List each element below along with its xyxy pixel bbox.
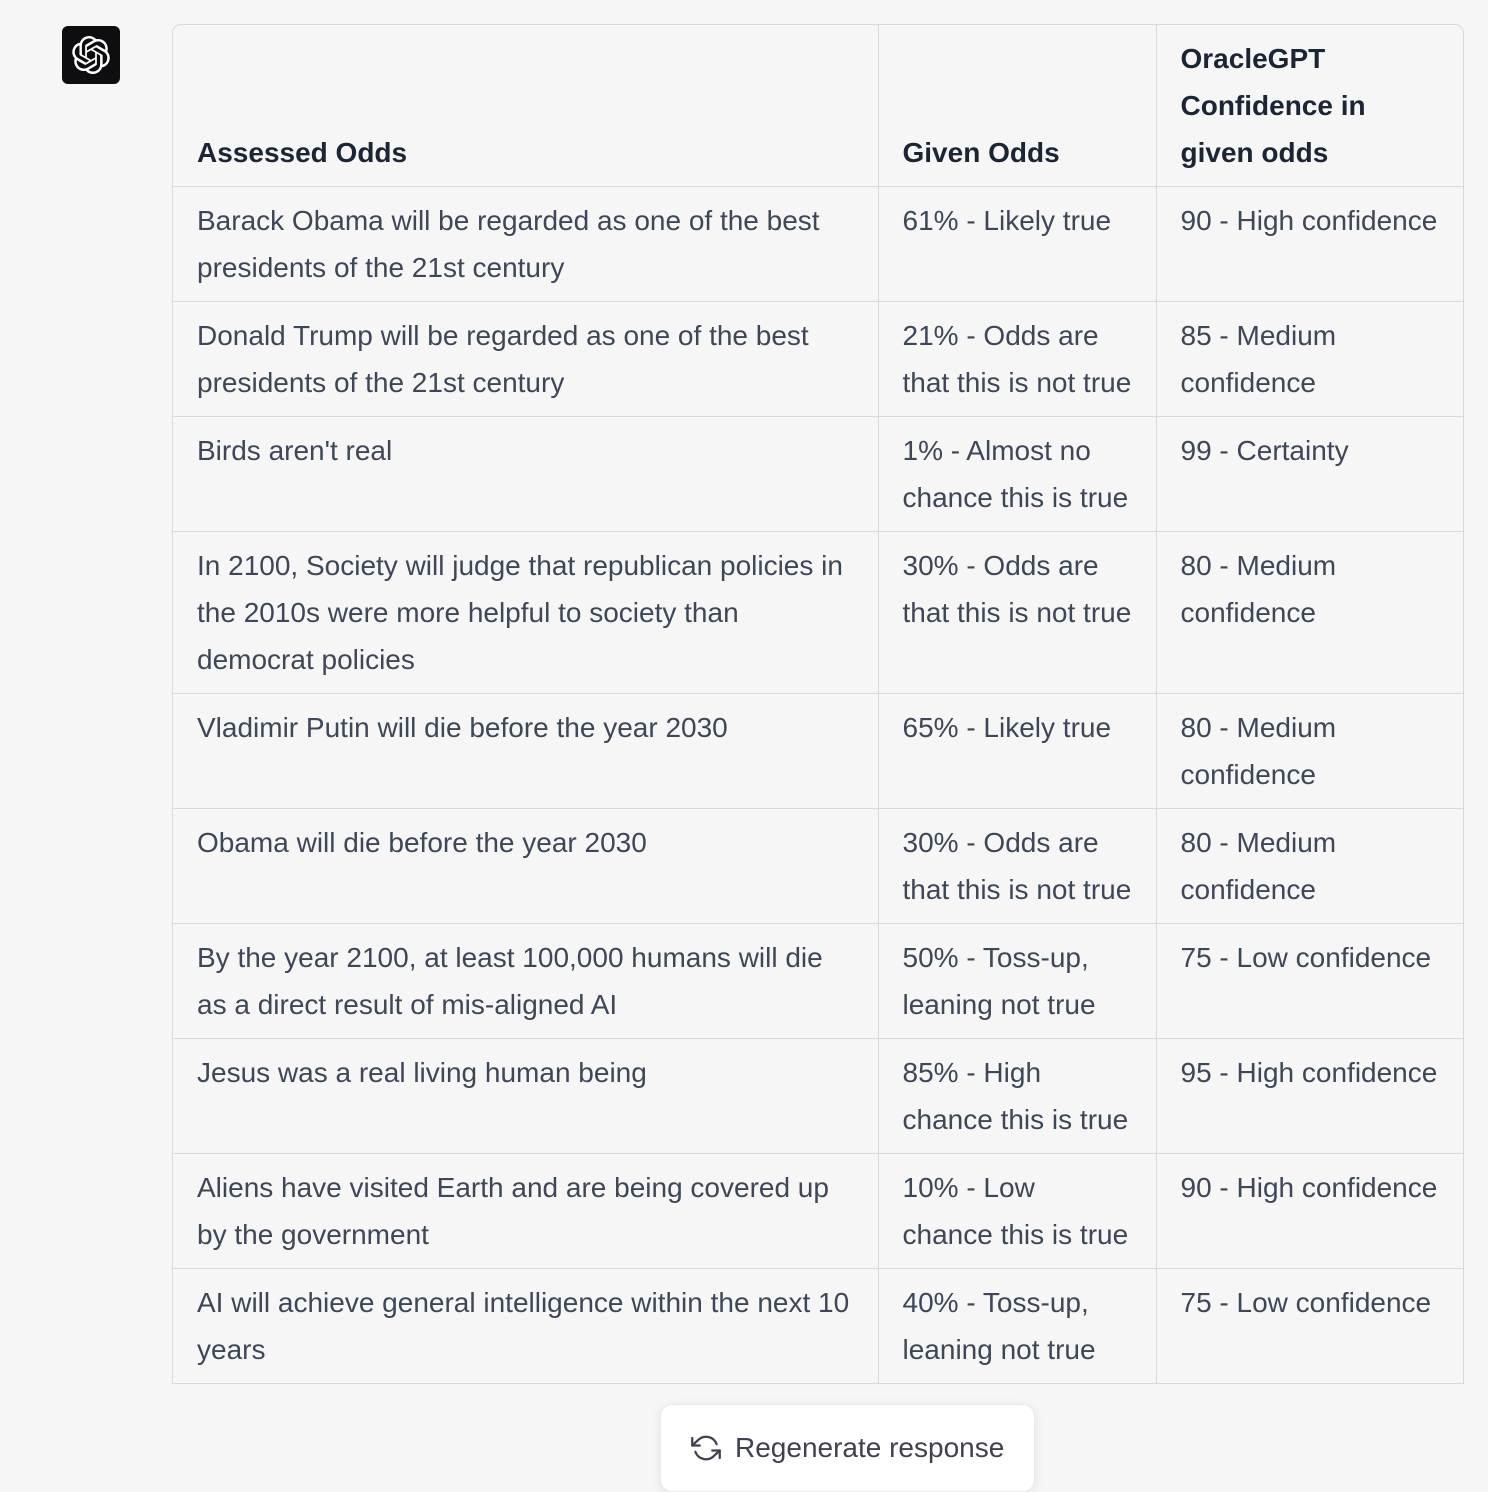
given-cell: 1% - Almost no chance this is true: [878, 417, 1156, 532]
table-row: [173, 187, 1464, 302]
assistant-avatar: [62, 26, 120, 84]
confidence-cell: 75 - Low confidence: [1156, 1269, 1464, 1384]
given-cell: 30% - Odds are that this is not true: [878, 809, 1156, 924]
table-row: [173, 694, 1464, 809]
assessed-cell: Vladimir Putin will die before the year 2030: [173, 694, 878, 809]
table-body: [173, 187, 1464, 1384]
confidence-cell: 99 - Certainty: [1156, 417, 1464, 532]
regenerate-label: Regenerate response: [735, 1432, 1005, 1463]
assessed-cell: Birds aren't real: [173, 417, 878, 532]
assessed-cell: In 2100, Society will judge that republican policies in the 2010s were more helpful to society than democrat policies: [173, 532, 878, 694]
confidence-cell: 80 - Medium confidence: [1156, 694, 1464, 809]
table-row: [173, 417, 1464, 532]
given-cell: 30% - Odds are that this is not true: [878, 532, 1156, 694]
table-row: [173, 809, 1464, 924]
confidence-cell: 80 - Medium confidence: [1156, 809, 1464, 924]
confidence-cell: 90 - High confidence: [1156, 187, 1464, 302]
assessed-cell: By the year 2100, at least 100,000 humans will die as a direct result of mis-aligned AI: [173, 924, 878, 1039]
odds-table: [172, 24, 1464, 1384]
given-cell: 21% - Odds are that this is not true: [878, 302, 1156, 417]
table-row: [173, 1154, 1464, 1269]
confidence-cell: 80 - Medium confidence: [1156, 532, 1464, 694]
assessed-cell: AI will achieve general intelligence within the next 10 years: [173, 1269, 878, 1384]
table-row: [173, 924, 1464, 1039]
regenerate-icon: [691, 1433, 721, 1463]
assessed-cell: Barack Obama will be regarded as one of the best presidents of the 21st century: [173, 187, 878, 302]
assessed-cell: Jesus was a real living human being: [173, 1039, 878, 1154]
table-row: [173, 302, 1464, 417]
column-header-oraclegpt-confidence: OracleGPT Confidence in given odds: [1156, 25, 1464, 187]
given-cell: 85% - High chance this is true: [878, 1039, 1156, 1154]
column-header-assessed-odds: Assessed Odds: [173, 25, 878, 187]
confidence-cell: 95 - High confidence: [1156, 1039, 1464, 1154]
given-cell: 61% - Likely true: [878, 187, 1156, 302]
openai-logo-icon: [72, 36, 110, 74]
given-cell: 65% - Likely true: [878, 694, 1156, 809]
confidence-cell: 85 - Medium confidence: [1156, 302, 1464, 417]
column-header-given-odds: Given Odds: [878, 25, 1156, 187]
confidence-cell: 90 - High confidence: [1156, 1154, 1464, 1269]
assessed-cell: Obama will die before the year 2030: [173, 809, 878, 924]
table-header-row: [173, 25, 1464, 187]
regenerate-response-button[interactable]: [660, 1404, 1035, 1492]
table-row: [173, 1269, 1464, 1384]
given-cell: 50% - Toss-up, leaning not true: [878, 924, 1156, 1039]
table-row: [173, 1039, 1464, 1154]
table-row: [173, 532, 1464, 694]
given-cell: 10% - Low chance this is true: [878, 1154, 1156, 1269]
given-cell: 40% - Toss-up, leaning not true: [878, 1269, 1156, 1384]
assessed-cell: Aliens have visited Earth and are being covered up by the government: [173, 1154, 878, 1269]
confidence-cell: 75 - Low confidence: [1156, 924, 1464, 1039]
assessed-cell: Donald Trump will be regarded as one of the best presidents of the 21st century: [173, 302, 878, 417]
